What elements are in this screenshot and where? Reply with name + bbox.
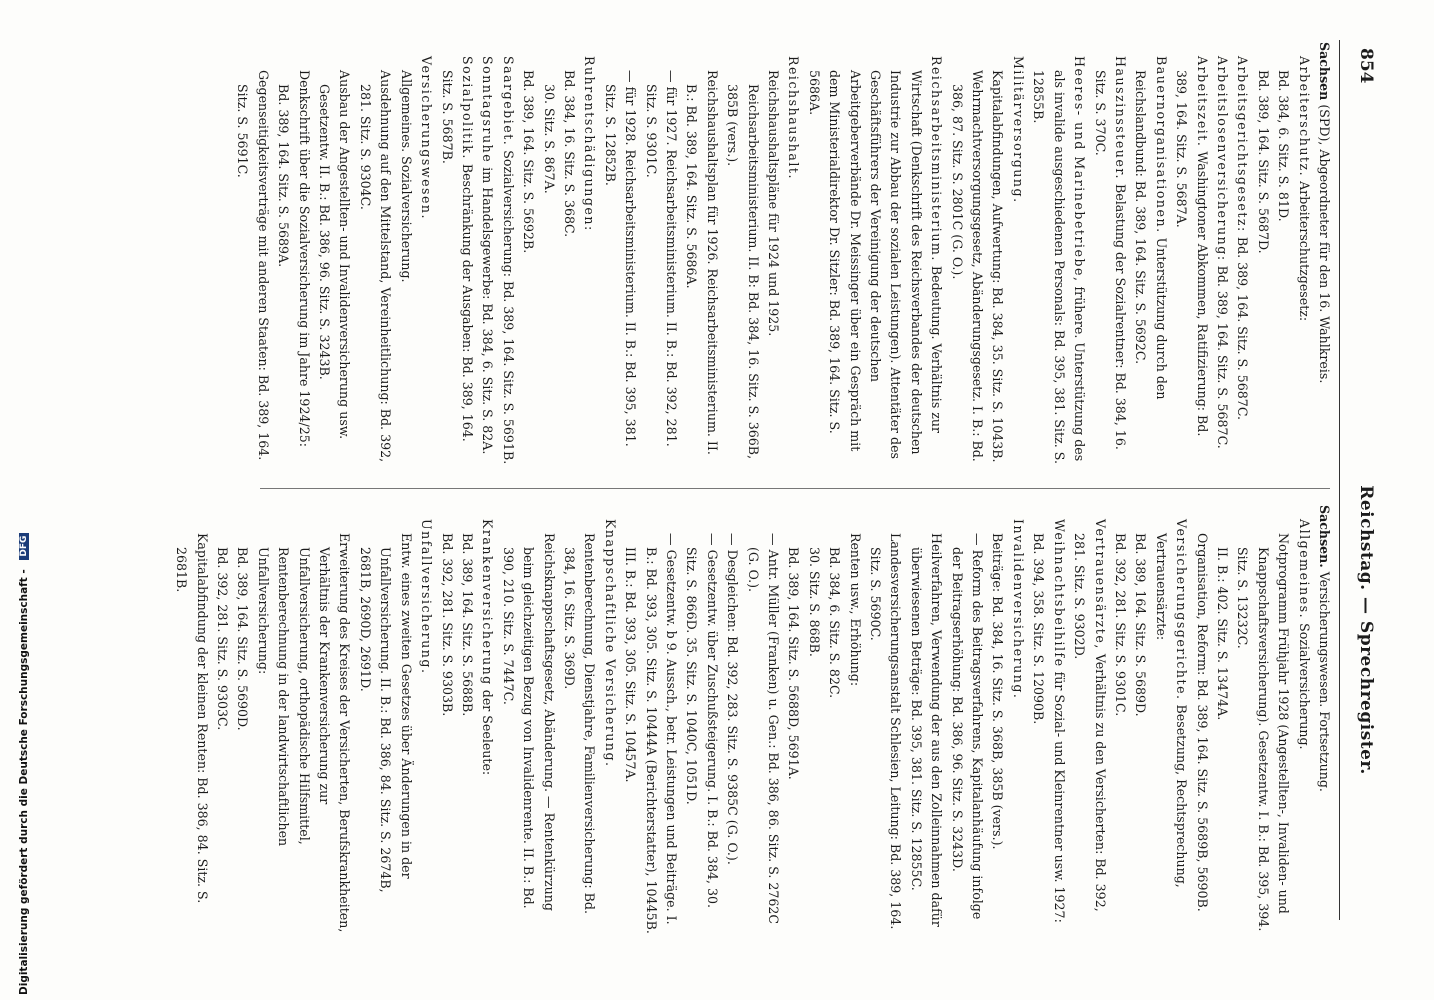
entry-term: Arbeiterschutz. — [1296, 56, 1312, 178]
entry-text: Beiträge: Bd. 384, 16. Sitz. S. 368B, 385B (vers.). — [990, 533, 1006, 850]
entry-text: Bd. 392, 281. Sitz. S. 9303B. — [439, 533, 455, 717]
register-entry — [1212, 42, 1232, 467]
entry-term: Sozialpolitik. — [459, 56, 475, 160]
register-entry — [477, 42, 497, 467]
entry-text: Washingtoner Abkommen, Ratifizierung: Bd. 389, 164. Sitz. S. 5687A. — [1174, 70, 1210, 437]
register-entry — [252, 505, 354, 935]
entry-text: Sozialversicherung: Bd. 389, 164. Sitz. S. 5691B. — [500, 146, 516, 465]
register-entry — [355, 505, 416, 935]
register-entry — [620, 505, 640, 935]
entry-text: Ausdehnung auf den Mittelstand, Vereinheitlichung: Bd. 392, 281. Sitz. S. 9304C. — [357, 70, 394, 463]
register-entry — [1252, 42, 1272, 467]
entry-text: Rentenberechnung, Dienstjahre, Familienversicherung: Bd. 384, 16. Sitz. S. 369D. — [561, 533, 598, 914]
entry-term: Versicherungsgerichte. — [1174, 519, 1190, 701]
entry-text: — Reform des Beitragsverfahrens, Kapitalanhäufung infolge der Beitragserhöhung: Bd. 386, 96. Sitz. S. 3243D. — [949, 533, 986, 920]
register-entry — [946, 505, 987, 935]
entry-term: Reichshaushalt. — [786, 56, 802, 180]
entry-term: Sonntagsruhe — [480, 56, 496, 164]
dfg-logo: DFG — [19, 533, 29, 560]
entry-term: Allgemeines. — [1296, 519, 1312, 620]
entry-text: III. B.: Bd. 393, 305. Sitz. S. 10457A. — [623, 547, 639, 783]
entry-text: Notprogramm Frühjahr 1928 (Angestellten-, Invaliden- und Knappschaftsversicherung). Gesetzentw. I. B.: Bd. 395, 394. Sitz. S. 13232C. — [1235, 533, 1292, 932]
register-entry — [1028, 42, 1089, 467]
register-entry — [681, 42, 722, 467]
entry-text: Bd. 389, 164. Sitz. S. 5687D. — [1255, 70, 1271, 254]
entry-text: Entw. eines zweiten Gesetzes über Änderungen in der Unfallversicherung. II. B.: Bd. 386, 84. Sitz. S. 2674B, 2681B, 2690D, 2691D. — [357, 533, 414, 893]
entry-term: Versicherungswesen. — [419, 56, 435, 221]
rotated-page — [174, 0, 1434, 1000]
register-entry — [742, 505, 783, 935]
entry-text: Denkschrift über die Sozialversicherung im Jahre 1924/25: Bd. 389, 164. Sitz. S. 5689A. — [276, 70, 312, 447]
entry-text: Allgemeines. Sozialversicherung. — [398, 70, 414, 283]
entry-text: II. B.: 402. Sitz. S. 13474A. — [1214, 547, 1230, 721]
register-entry — [416, 505, 436, 935]
entry-text: — für 1927. Reichsarbeitsministerium. II. B.: Bd. 392, 281. Sitz. S. 9301C. — [643, 70, 679, 447]
register-entry — [477, 505, 497, 935]
header-rule — [1339, 40, 1340, 920]
entry-text: 30. Sitz. S. 867A. — [541, 84, 557, 194]
entry-text: Bd. 384, 16. Sitz. S. 368C. — [561, 70, 577, 238]
register-entry — [212, 505, 232, 935]
register-entry — [436, 42, 477, 467]
entry-text: Arbeiterschutzgesetz: — [1296, 177, 1312, 322]
register-entry — [538, 42, 558, 467]
register-entry — [1171, 42, 1212, 467]
entry-text: im Handelsgewerbe: Bd. 384, 6. Sitz. S. 82A. — [480, 163, 496, 455]
entry-text: frühere. Unterstützung des als invalide ausgeschiedenen Personals: Bd. 395, 381. Sitz. S. 12855B. — [1031, 70, 1088, 464]
left-column — [232, 42, 1334, 467]
register-entry — [416, 42, 436, 467]
register-entry — [232, 42, 273, 467]
entry-text: Bd. 389, 164. Sitz. S. 5689D. — [1133, 533, 1149, 717]
register-entry — [803, 505, 823, 935]
entry-text: 30. Sitz. S. 868B. — [806, 547, 822, 657]
entry-term: Militärversorgung. — [1010, 56, 1026, 204]
entry-text: — Antr. Müller (Franken) u. Gen.: Bd. 386, 86. Sitz. S. 2762C (G. O.). — [745, 533, 782, 925]
register-entry — [1273, 42, 1293, 467]
entry-text: Reichsknappschaftsgesetz, Abänderung. — Rentenkürzung beim gleichzeitigen Bezug von Invalidenrente. II. B.: Bd. 390, 210. Sitz. S. 7447C. — [500, 533, 557, 911]
entry-term: Unfallversicherung. — [419, 519, 435, 675]
register-entry — [232, 505, 252, 935]
register-entry — [314, 42, 355, 467]
entry-text: Belastung der Sozialrentner: Bd. 384, 16. Sitz. S. 370C. — [1092, 70, 1128, 450]
entry-lead: Sachsen — [1317, 42, 1332, 101]
entry-text: Bd. 389, 164. Sitz. S. 5688D, 5691A. — [786, 547, 802, 780]
entry-term: Reichsarbeitsministerium. — [929, 56, 945, 262]
register-entry — [722, 505, 742, 935]
register-entry — [865, 505, 906, 935]
entry-text: — für 1928. Reichsarbeitsministerium. II. B.: Bd. 395, 381. Sitz. S. 12852B. — [602, 70, 639, 447]
entry-text: Beschränkung der Ausgaben: Bd. 389, 164. Sitz. S. 5687B. — [439, 70, 475, 442]
credit-text: Digitalisierung gefördert durch die Deutsche Forschungsgemeinschaft - — [18, 569, 30, 995]
entry-text: Bd. 389, 164. Sitz. S. 5692B. — [521, 70, 537, 254]
register-entry — [355, 42, 396, 467]
register-entry — [783, 42, 803, 467]
entry-text: Bd. 389, 164. Sitz. S. 5687C. — [1235, 232, 1251, 421]
entry-term: Bauernorganisationen. — [1153, 56, 1169, 234]
register-entry — [1130, 505, 1150, 935]
register-entry — [1293, 42, 1313, 467]
register-entry — [1069, 505, 1110, 935]
register-entry — [599, 505, 619, 935]
entry-text: Renten usw., Erhöhung: — [847, 533, 863, 687]
register-entry — [1089, 42, 1130, 467]
register-entry — [436, 505, 456, 935]
entry-term: Invalidenversicherung. — [1010, 519, 1026, 700]
register-entry — [946, 42, 987, 467]
register-entry — [783, 505, 803, 935]
entry-text: — Gesetzentw. über Zuschußsteigerung. I. B.: Bd. 384, 30. Sitz. S. 866D. 35. Sitz. S. 1040C, 1051D. — [684, 533, 720, 909]
register-entry — [497, 42, 517, 467]
entry-text: Reichshaushaltspläne für 1924 und 1925. Reichsarbeitsministerium. II. B: Bd. 384, 16. Sitz. S. 366B, 385B (vers.). — [725, 70, 782, 460]
register-entry — [681, 505, 722, 935]
entry-term: Ruhrentschädigungen: — [582, 56, 598, 232]
entry-text: Unterstützung durch den Reichslandbund: Bd. 389, 164. Sitz. S. 5692C. — [1133, 70, 1169, 400]
entry-text: Bedeutung. Verhältnis zur Wirtschaft (Denkschrift des Reichsverbandes der deutschen Industrie zur Abbau der sozialen Leistungen). Attentäter des Geschäftsführers der Vereinigung der deutschen Arbeitgeberverbände Dr. Meissinger über ein Gespräch mit dem Ministerialdirektor Dr. Sitzler: Bd. 389, 164. Sitz. S. 5686A. — [806, 70, 945, 460]
register-entry — [395, 42, 415, 467]
entry-term: Arbeitszeit. — [1194, 56, 1210, 148]
entry-text: Heilverfahren, Verwendung der aus den Zolleinnahmen dafür überwiesenen Beträge: Bd. 395, 381. Sitz. S. 12855C. — [908, 533, 945, 927]
register-entry — [518, 42, 538, 467]
entry-text: Reichshaushaltsplan für 1926. Reichsarbeitsministerium. II. B.: Bd. 389, 164. Sitz. S. 5686A. — [684, 70, 720, 455]
page-header — [1336, 40, 1376, 920]
register-entry — [640, 505, 681, 935]
entry-text: Ausbau der Angestellten- und Invalidenversicherung usw. Gesetzentw. II. B.: Bd. 386, 96. Sitz. S. 3243B. — [317, 70, 353, 440]
register-entry — [640, 42, 681, 467]
entry-text: Bd. 389, 164. Sitz. S. 5688B. — [459, 533, 475, 717]
entry-text: Wehrmachtversorgungsgesetz, Abänderungsgesetz. I. B.: Bd. 386, 87. Sitz. S. 2801C (G. O.). — [949, 70, 986, 462]
entry-text: Erweiterung des Kreises der Versicherten, Berufskrankheiten, Verhältnis der Krankenversicherung zur Unfallversicherung, orthopädische Hilfsmittel, Rentenberechnung in der landwirtschaftlichen Unfallversicherung: — [255, 533, 353, 933]
entry-text: Organisation, Reform: Bd. 389, 164. Sitz. S. 5689B, 5690B. — [1194, 533, 1210, 912]
entry-text: Bd. 389, 164. Sitz. S. 5690D. — [235, 547, 251, 731]
page-number: 854 — [1356, 48, 1376, 84]
entry-term: Arbeitslosenversicherung: — [1214, 56, 1230, 262]
entry-term: Saargebiet. — [500, 56, 516, 147]
register-entry — [457, 505, 477, 935]
right-column — [171, 505, 1334, 935]
digitization-credit — [0, 0, 30, 1000]
entry-term: Weihnachtsbeihilfe — [1051, 519, 1067, 668]
entry-term: Arbeitsgerichtsgesetz: — [1235, 56, 1251, 233]
register-entry — [1008, 42, 1028, 467]
entry-text: — Gesetzentw. b 9. Aussch., betr. Leistungen und Beiträge. I. B.: Bd. 393, 305. Sitz. S. 10444A (Berichterstatter), 10445B. — [643, 533, 679, 934]
entry-text: Bd. 392, 281. Sitz. S. 9303C. — [215, 547, 231, 731]
entry-text: Bd. 384, 6. Sitz. S. 81D. — [1276, 70, 1292, 222]
entry-text: Landesversicherungsanstalt Schlesien, Leitung: Bd. 389, 164. Sitz. S. 5690C. — [868, 533, 904, 930]
register-entry — [987, 505, 1007, 935]
register-entry — [1130, 42, 1171, 467]
entry-text: — Desgleichen: Bd. 392, 283. Sitz. S. 9385C (G. O.). — [725, 533, 741, 865]
register-entry — [1191, 505, 1211, 935]
register-entry — [559, 42, 579, 467]
running-title: Reichstag. — Sprechregister. — [1356, 485, 1376, 775]
entry-text: (SPD), Abgeordneter für den 16. Wahlkreis. — [1317, 100, 1332, 384]
register-entry — [987, 42, 1007, 467]
entry-text: Bd. 392, 281. Sitz. S. 9301C. — [1112, 533, 1128, 717]
register-entry — [273, 42, 314, 467]
register-entry — [844, 505, 864, 935]
entry-text: Sozialversicherung. — [1296, 619, 1312, 750]
entry-text: der Seeleute: — [480, 685, 496, 776]
register-entry — [497, 505, 558, 935]
register-entry — [824, 505, 844, 935]
register-entry — [599, 42, 640, 467]
entry-text: Versicherungswesen. Fortsetzung. — [1317, 567, 1332, 792]
entry-text: für Sozial- und Kleinrentner usw. 1927: Bd. 394, 358. Sitz. S. 12090B. — [1031, 533, 1067, 923]
register-entry — [579, 42, 599, 467]
register-entry — [1293, 505, 1313, 935]
register-entry — [905, 505, 946, 935]
register-entry — [1028, 505, 1069, 935]
entry-text: Besetzung, Rechtsprechung, Vertrauensärzte: — [1153, 533, 1190, 888]
register-entry — [1212, 505, 1232, 935]
entry-text: Kapitalabfindung der kleinen Renten: Bd. 386, 84. Sitz. S. 2681B. — [174, 533, 210, 904]
register-entry — [1232, 42, 1252, 467]
register-entry — [803, 42, 946, 467]
entry-text: Verhältnis zu den Versicherten: Bd. 392, 281. Sitz. S. 9302D. — [1072, 533, 1108, 912]
entry-text: Gegenseitigkeitsverträge mit anderen Staaten: Bd. 389, 164. Sitz. S. 5691C. — [235, 70, 271, 461]
entry-text: Bd. 384, 6. Sitz. S. 82C. — [827, 547, 843, 699]
entry-term: Hauszinssteuer. — [1112, 56, 1128, 180]
entry-term: Krankenversicherung — [480, 519, 496, 686]
entry-text: Kapitalabfindungen, Aufwertung: Bd. 384, 35. Sitz. S. 1043B. — [990, 70, 1006, 463]
register-entry — [1232, 505, 1293, 935]
register-entry — [1110, 505, 1130, 935]
column-divider — [260, 488, 1330, 489]
register-heading — [1314, 505, 1334, 935]
register-entry — [1008, 505, 1028, 935]
entry-term: Knappschaftliche Versicherung. — [602, 519, 618, 768]
entry-term: Vertrauensärzte, — [1092, 519, 1108, 650]
register-heading — [1314, 42, 1334, 467]
register-entry — [1150, 505, 1191, 935]
register-entry — [722, 42, 783, 467]
register-entry — [171, 505, 212, 935]
entry-lead: Sachsen. — [1317, 505, 1332, 568]
entry-term: Heeres- und Marinebetriebe, — [1072, 56, 1088, 283]
entry-text: Bd. 389, 164. Sitz. S. 5687C. — [1214, 261, 1230, 449]
register-entry — [559, 505, 600, 935]
